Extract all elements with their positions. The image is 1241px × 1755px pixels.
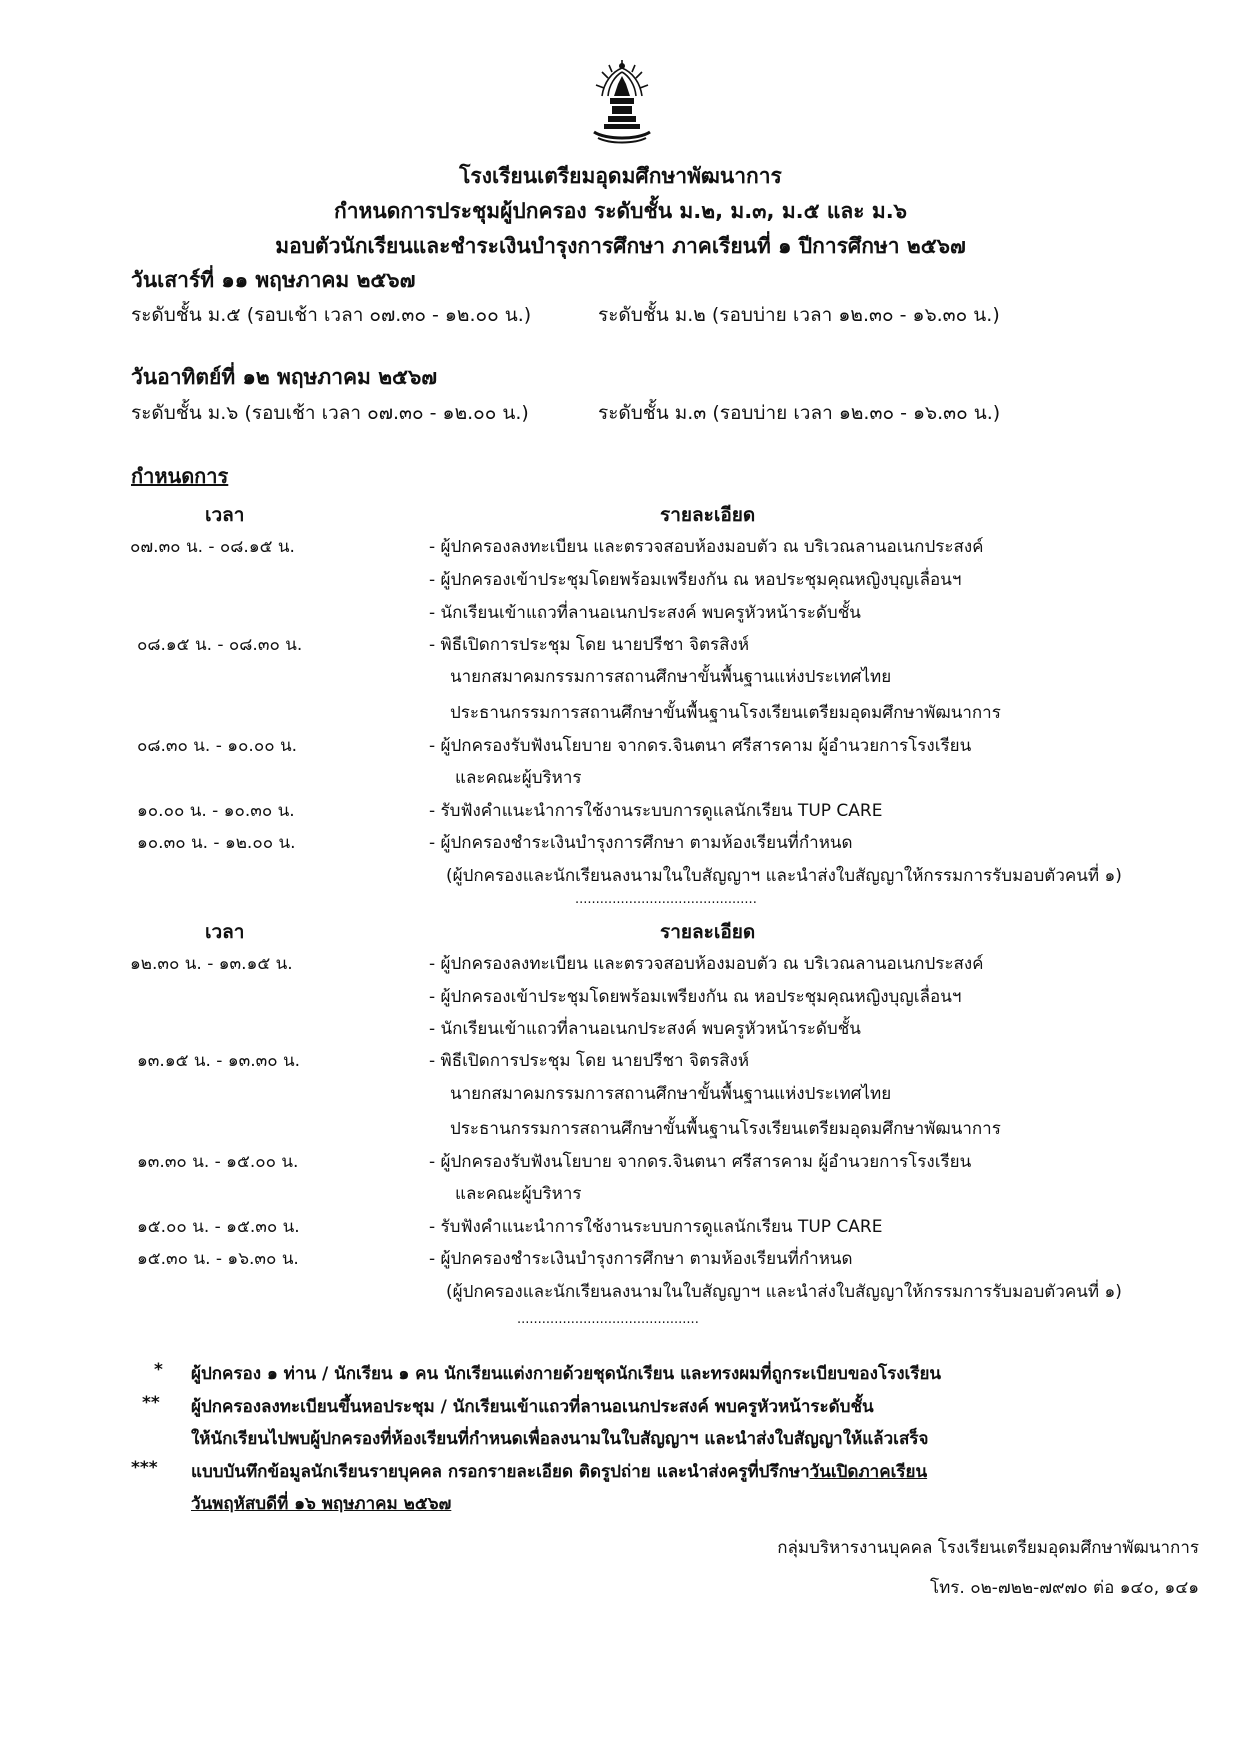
note-3-highlight: วันเปิดภาคเรียน [809,1462,928,1482]
morning-detail-5-2: (ผู้ปกครองและนักเรียนลงนามในใบสัญญาฯ และนำส่งใบสัญญาให้กรรมการรับมอบตัวคนที่ ๑) [446,866,1122,886]
note-3-marker: *** [131,1458,158,1478]
day-1-afternoon-level: ระดับชั้น ม.๒ (รอบบ่าย เวลา ๑๒.๓๐ - ๑๖.๓๐ น.) [598,304,1000,326]
note-2-text-line-1: ผู้ปกครองลงทะเบียนขึ้นหอประชุม / นักเรียนเข้าแถวที่ลานอเนกประสงค์ พบครูหัวหน้าระดับชั้น [191,1397,874,1417]
afternoon-detail-4-1: - รับฟังคำแนะนำการใช้งานระบบการดูแลนักเรียน TUP CARE [429,1217,883,1237]
morning-time-2: ๐๘.๑๕ น. - ๐๘.๓๐ น. [137,635,303,655]
column-detail-header: รายละเอียด [660,921,756,943]
afternoon-time-1: ๑๒.๓๐ น. - ๑๓.๑๕ น. [130,954,293,974]
morning-time-4: ๑๐.๐๐ น. - ๑๐.๓๐ น. [137,801,295,821]
afternoon-detail-2-1: - พิธีเปิดการประชุม โดย นายปรีชา จิตรสิงห์ [429,1051,750,1071]
afternoon-time-2: ๑๓.๑๕ น. - ๑๓.๓๐ น. [137,1051,301,1071]
morning-detail-2-2: นายกสมาคมกรรมการสถานศึกษาขั้นพื้นฐานแห่งประเทศไทย [450,667,892,687]
afternoon-detail-1-1: - ผู้ปกครองลงทะเบียน และตรวจสอบห้องมอบตัว ณ บริเวณลานอเนกประสงค์ [429,954,984,974]
afternoon-time-5: ๑๕.๓๐ น. - ๑๖.๓๐ น. [137,1249,299,1269]
school-crest-icon [588,58,656,148]
schedule-heading: กำหนดการ [131,464,229,488]
day-1-date: วันเสาร์ที่ ๑๑ พฤษภาคม ๒๕๖๗ [131,268,416,292]
afternoon-detail-1-3: - นักเรียนเข้าแถวที่ลานอเนกประสงค์ พบครูหัวหน้าระดับชั้น [429,1019,861,1039]
morning-detail-2-3: ประธานกรรมการสถานศึกษาขั้นพื้นฐานโรงเรียนเตรียมอุดมศึกษาพัฒนาการ [450,703,1001,723]
day-2-afternoon-level: ระดับชั้น ม.๓ (รอบบ่าย เวลา ๑๒.๓๐ - ๑๖.๓๐ น.) [598,402,1001,424]
afternoon-detail-1-2: - ผู้ปกครองเข้าประชุมโดยพร้อมเพรียงกัน ณ หอประชุมคุณหญิงบุญเลื่อนฯ [429,987,962,1007]
morning-detail-3-1: - ผู้ปกครองรับฟังนโยบาย จากดร.จินตนา ศรีสารคาม ผู้อำนวยการโรงเรียน [429,736,972,756]
morning-detail-3-2: และคณะผู้บริหาร [455,768,582,788]
column-time-header: เวลา [205,504,245,526]
afternoon-detail-3-1: - ผู้ปกครองรับฟังนโยบาย จากดร.จินตนา ศรีสารคาม ผู้อำนวยการโรงเรียน [429,1152,972,1172]
morning-separator: ............................................ [575,892,757,907]
morning-time-3: ๐๘.๓๐ น. - ๑๐.๐๐ น. [137,736,298,756]
note-2-marker: ** [142,1393,160,1413]
note-3-text-line-1 [191,1458,927,1485]
note-1-text: ผู้ปกครอง ๑ ท่าน / นักเรียน ๑ คน นักเรียนแต่งกายด้วยชุดนักเรียน และทรงผมที่ถูกระเบียบของโรงเรียน [191,1364,942,1384]
column-time-header: เวลา [205,921,245,943]
footer-department: กลุ่มบริหารงานบุคคล โรงเรียนเตรียมอุดมศึกษาพัฒนาการ [777,1538,1199,1558]
school-name: โรงเรียนเตรียมอุดมศึกษาพัฒนาการ [459,164,782,188]
note-3-text-line-2: วันพฤหัสบดีที่ ๑๖ พฤษภาคม ๒๕๖๗ [191,1494,452,1514]
document-title: กำหนดการประชุมผู้ปกครอง ระดับชั้น ม.๒, ม.๓, ม.๕ และ ม.๖ [334,199,907,223]
morning-detail-5-1: - ผู้ปกครองชำระเงินบำรุงการศึกษา ตามห้องเรียนที่กำหนด [429,833,853,853]
afternoon-time-4: ๑๕.๐๐ น. - ๑๕.๓๐ น. [137,1217,300,1237]
footer-phone: โทร. ๐๒-๗๒๒-๗๙๗๐ ต่อ ๑๔๐, ๑๔๑ [929,1578,1199,1598]
day-1-morning-level: ระดับชั้น ม.๕ (รอบเช้า เวลา ๐๗.๓๐ - ๑๒.๐๐ น.) [131,304,532,326]
afternoon-detail-5-1: - ผู้ปกครองชำระเงินบำรุงการศึกษา ตามห้องเรียนที่กำหนด [429,1249,853,1269]
morning-detail-2-1: - พิธีเปิดการประชุม โดย นายปรีชา จิตรสิงห์ [429,635,750,655]
morning-detail-4-1: - รับฟังคำแนะนำการใช้งานระบบการดูแลนักเรียน TUP CARE [429,801,883,821]
morning-detail-1-3: - นักเรียนเข้าแถวที่ลานอเนกประสงค์ พบครูหัวหน้าระดับชั้น [429,603,861,623]
morning-time-5: ๑๐.๓๐ น. - ๑๒.๐๐ น. [137,833,296,853]
day-2-date: วันอาทิตย์ที่ ๑๒ พฤษภาคม ๒๕๖๗ [131,365,438,389]
morning-detail-1-1: - ผู้ปกครองลงทะเบียน และตรวจสอบห้องมอบตัว ณ บริเวณลานอเนกประสงค์ [429,537,984,557]
document-subtitle: มอบตัวนักเรียนและชำระเงินบำรุงการศึกษา ภาคเรียนที่ ๑ ปีการศึกษา ๒๕๖๗ [275,234,966,258]
day-2-morning-level: ระดับชั้น ม.๖ (รอบเช้า เวลา ๐๗.๓๐ - ๑๒.๐๐ น.) [131,402,529,424]
column-detail-header: รายละเอียด [660,504,756,526]
note-1-marker: * [154,1360,163,1380]
morning-detail-1-2: - ผู้ปกครองเข้าประชุมโดยพร้อมเพรียงกัน ณ หอประชุมคุณหญิงบุญเลื่อนฯ [429,570,962,590]
note-2-text-line-2: ให้นักเรียนไปพบผู้ปกครองที่ห้องเรียนที่กำหนดเพื่อลงนามในใบสัญญาฯ และนำส่งใบสัญญาให้แล้วเสร็จ [191,1429,929,1449]
afternoon-detail-5-2: (ผู้ปกครองและนักเรียนลงนามในใบสัญญาฯ และนำส่งใบสัญญาให้กรรมการรับมอบตัวคนที่ ๑) [446,1282,1122,1302]
afternoon-time-3: ๑๓.๓๐ น. - ๑๕.๐๐ น. [137,1152,299,1172]
note-3-text-main: แบบบันทึกข้อมูลนักเรียนรายบุคคล กรอกรายละเอียด ติดรูปถ่าย และนำส่งครูที่ปรึกษา [191,1462,810,1482]
afternoon-detail-3-2: และคณะผู้บริหาร [455,1184,582,1204]
afternoon-separator: ............................................ [517,1312,699,1327]
morning-time-1: ๐๗.๓๐ น. - ๐๘.๑๕ น. [130,537,295,557]
afternoon-detail-2-2: นายกสมาคมกรรมการสถานศึกษาขั้นพื้นฐานแห่งประเทศไทย [450,1084,892,1104]
afternoon-detail-2-3: ประธานกรรมการสถานศึกษาขั้นพื้นฐานโรงเรียนเตรียมอุดมศึกษาพัฒนาการ [450,1119,1001,1139]
